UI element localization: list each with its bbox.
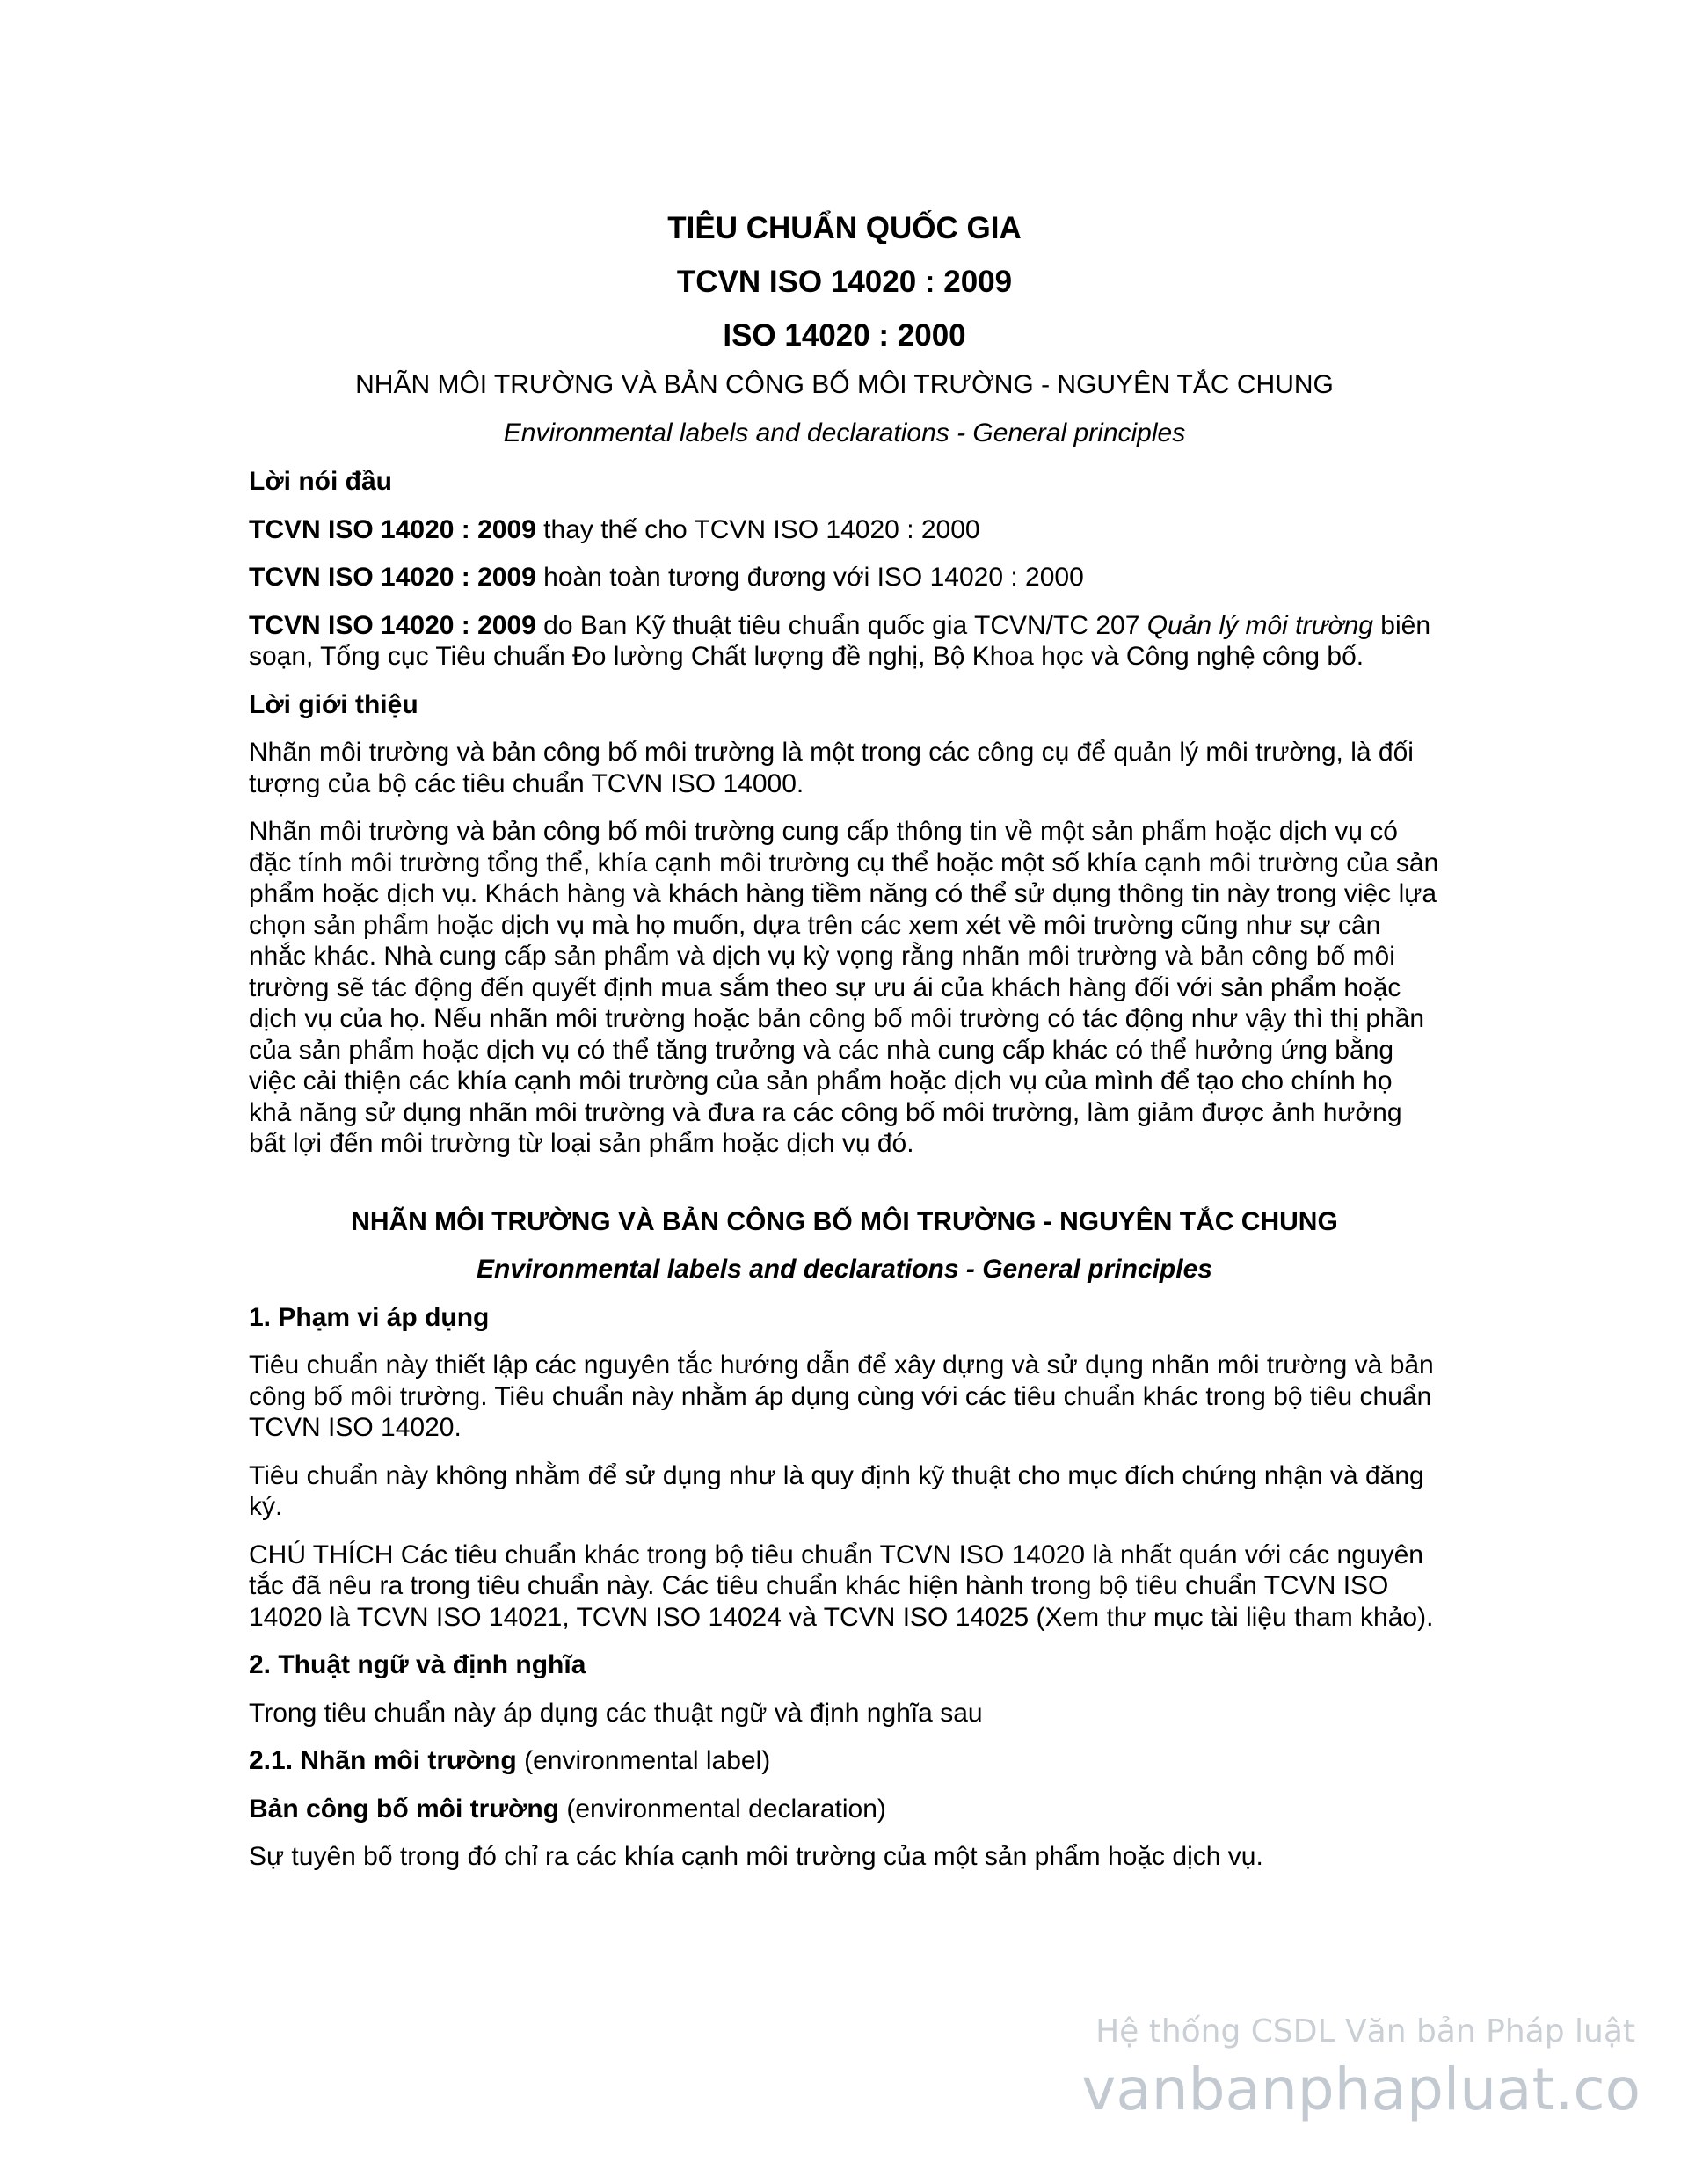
term-name: 2.1. Nhãn môi trường [249, 1746, 517, 1775]
document-title: TIÊU CHUẨN QUỐC GIA [667, 211, 1022, 245]
foreword-text: do Ban Kỹ thuật tiêu chuẩn quốc gia TCVN/TC 207 [535, 610, 1147, 640]
foreword-heading: Lời nói đầu [249, 467, 392, 496]
term-2-1-definition: Sự tuyên bố trong đó chỉ ra các khía cạnh môi trường của một sản phẩm hoặc dịch vụ. [249, 1842, 1263, 1871]
body-title-vn: NHÃN MÔI TRƯỜNG VÀ BẢN CÔNG BỐ MÔI TRƯỜNG - NGUYÊN TẮC CHUNG [351, 1206, 1338, 1236]
section-1-paragraph-2: Tiêu chuẩn này không nhằm để sử dụng như là quy định kỹ thuật cho mục đích chứng nhận và đăng ký. [249, 1460, 1424, 1521]
subject-en: Environmental labels and declarations - General principles [503, 419, 1186, 448]
subject-vn: NHÃN MÔI TRƯỜNG VÀ BẢN CÔNG BỐ MÔI TRƯỜNG - NGUYÊN TẮC CHUNG [355, 370, 1334, 399]
standard-code-iso: ISO 14020 : 2000 [723, 318, 966, 353]
section-1-heading: 1. Phạm vi áp dụng [249, 1302, 490, 1332]
standard-ref: TCVN ISO 14020 : 2009 [249, 610, 536, 640]
section-1-note: CHÚ THÍCH Các tiêu chuẩn khác trong bộ tiêu chuẩn TCVN ISO 14020 là nhất quán với các nguyên tắc đã nêu ra trong tiêu chuẩn này. Các tiêu chuẩn khác hiện hành trong bộ tiêu chuẩn TCVN ISO 14020 là TCVN ISO 14021, TCVN ISO 14024 và TCVN ISO 14025 (Xem thư mục tài liệu tham khảo). [249, 1540, 1434, 1632]
section-gap [249, 1176, 1440, 1206]
foreword-text: hoàn toàn tương đương với ISO 14020 : 2000 [535, 563, 1084, 592]
section-1-paragraph-1: Tiêu chuẩn này thiết lập các nguyên tắc hướng dẫn để xây dựng và sử dụng nhãn môi trường và bản công bố môi trường. Tiêu chuẩn này nhằm áp dụng cùng với các tiêu chuẩn khác trong bộ tiêu chuẩn TCVN ISO 14020. [249, 1350, 1434, 1442]
foreword-text: thay thế cho TCVN ISO 14020 : 2000 [535, 514, 980, 544]
introduction-heading: Lời giới thiệu [249, 689, 418, 719]
section-2-heading: 2. Thuật ngữ và định nghĩa [249, 1650, 586, 1679]
term-english: (environmental declaration) [559, 1794, 886, 1824]
introduction-paragraph-1: Nhãn môi trường và bản công bố môi trường là một trong các công cụ để quản lý môi trường, là đối tượng của bộ các tiêu chuẩn TCVN ISO 14000. [249, 738, 1414, 798]
term-2-1 [249, 1745, 1440, 1777]
section-2-intro: Trong tiêu chuẩn này áp dụng các thuật ngữ và định nghĩa sau [249, 1698, 983, 1728]
foreword-paragraph-1 [249, 514, 1440, 546]
foreword-paragraph-3 [249, 610, 1440, 673]
foreword-text: biên soạn, Tổng cục Tiêu chuẩn Đo lường Chất lượng đề nghị, Bộ Khoa học và Công nghệ công bố. [249, 610, 1431, 671]
term-2-1-alt [249, 1794, 1440, 1825]
watermark-line-2: vanbanphapluat.co [1081, 2056, 1641, 2123]
introduction-paragraph-2: Nhãn môi trường và bản công bố môi trường cung cấp thông tin về một sản phẩm hoặc dịch vụ có đặc tính môi trường tổng thể, khía cạnh môi trường cụ thể hoặc một số khía cạnh môi trường của sản phẩm hoặc dịch vụ. Khách hàng và khách hàng tiềm năng có thể sử dụng thông tin này trong việc lựa chọn sản phẩm hoặc dịch vụ mà họ muốn, dựa trên các xem xét về môi trường cũng như sự cân nhắc khác. Nhà cung cấp sản phẩm và dịch vụ kỳ vọng rằng nhãn môi trường và bản công bố môi trường sẽ tác động đến quyết định mua sắm theo sự ưu ái của khách hàng đối với sản phẩm hoặc dịch vụ của họ. Nếu nhãn môi trường hoặc bản công bố môi trường có tác động như vậy thì thị phần của sản phẩm hoặc dịch vụ có thể tăng trưởng và các nhà cung cấp khác có thể hưởng ứng bằng việc cải thiện các khía cạnh môi trường của sản phẩm hoặc dịch vụ của mình để tạo cho chính họ khả năng sử dụng nhãn môi trường và đưa ra các công bố môi trường, làm giảm được ảnh hưởng bất lợi đến môi trường từ loại sản phẩm hoặc dịch vụ đó. [249, 817, 1439, 1158]
watermark-line-1: Hệ thống CSDL Văn bản Pháp luật [1095, 2013, 1635, 2049]
standard-ref: TCVN ISO 14020 : 2009 [249, 563, 536, 592]
standard-code-vn: TCVN ISO 14020 : 2009 [676, 265, 1013, 299]
committee-name: Quản lý môi trường [1146, 610, 1373, 640]
term-name: Bản công bố môi trường [249, 1794, 560, 1824]
document-page [249, 211, 1440, 1889]
standard-ref: TCVN ISO 14020 : 2009 [249, 514, 536, 544]
term-english: (environmental label) [516, 1746, 771, 1775]
foreword-paragraph-2 [249, 562, 1440, 593]
body-title-en: Environmental labels and declarations - General principles [477, 1255, 1212, 1284]
